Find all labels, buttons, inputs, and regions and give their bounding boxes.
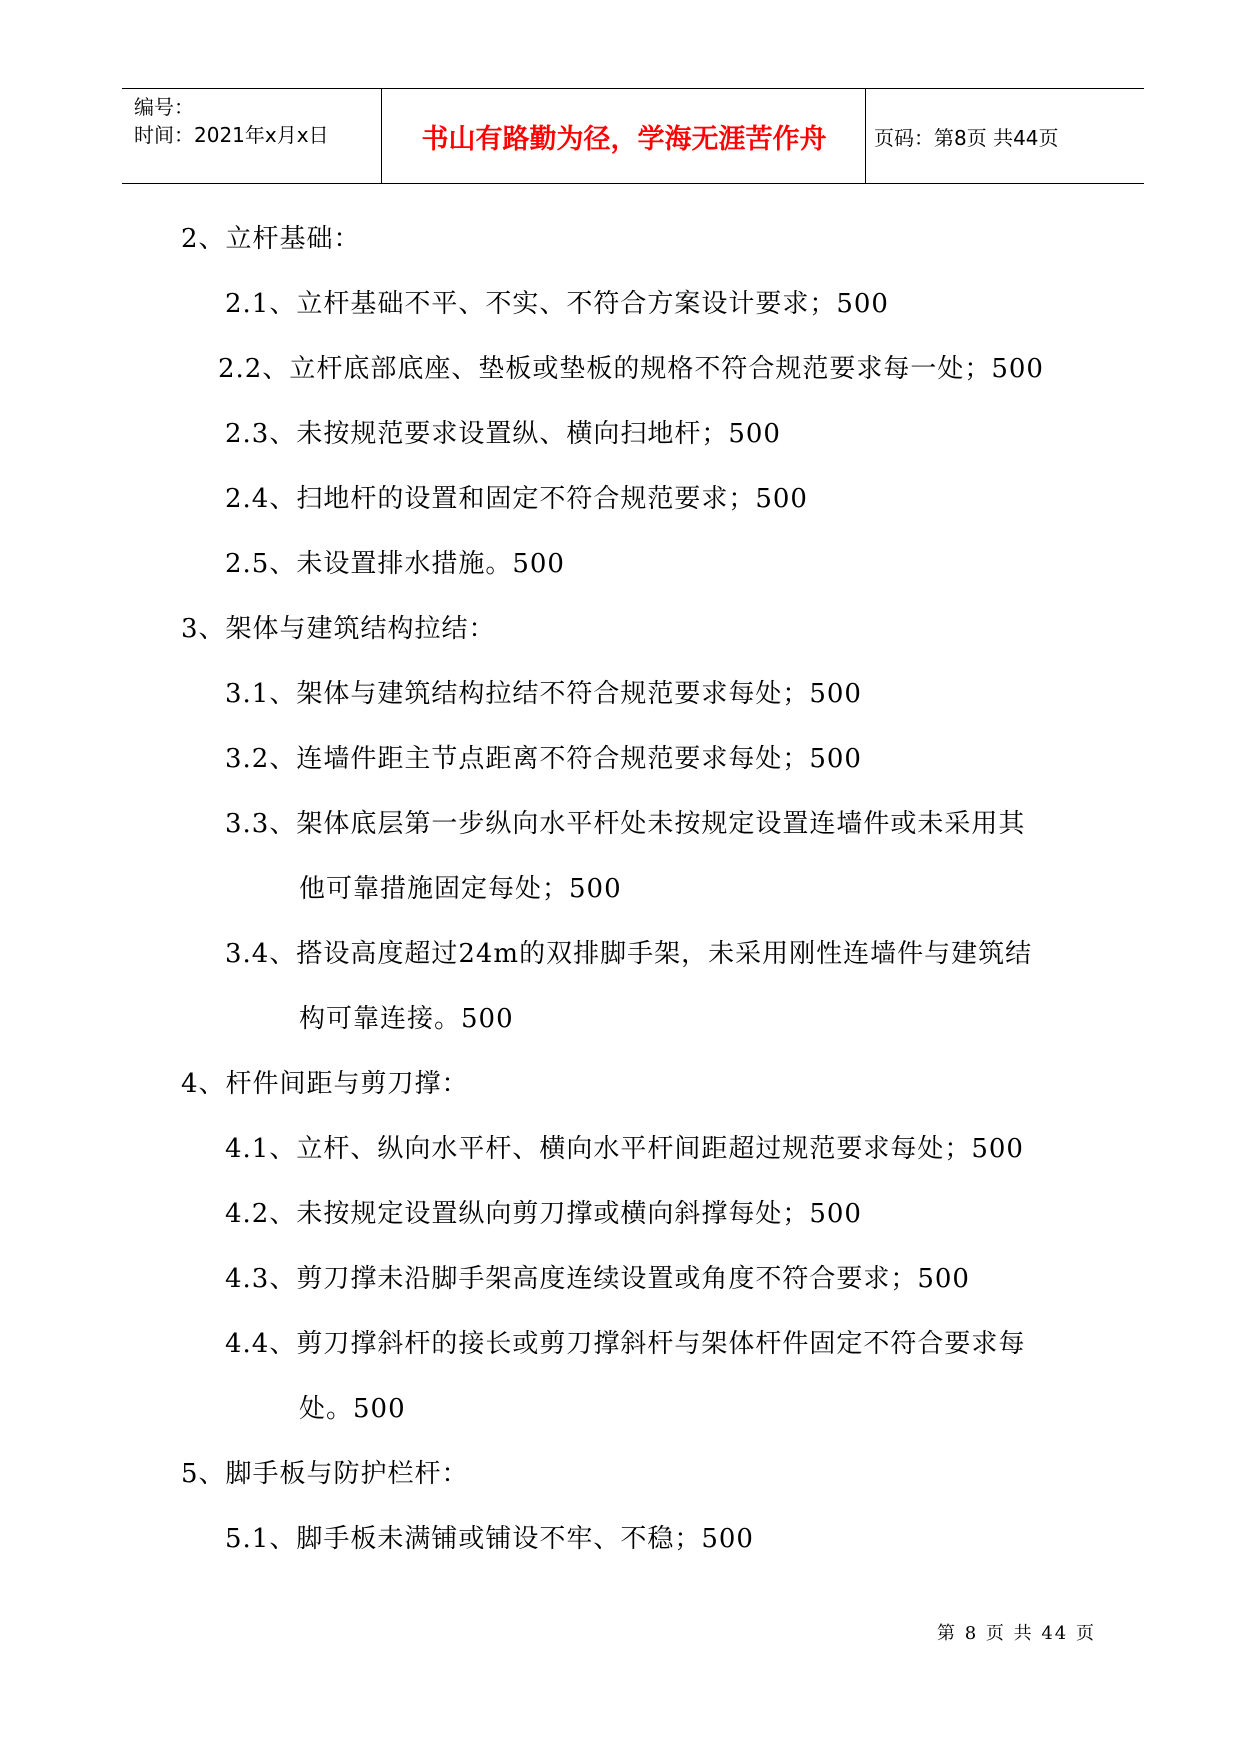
list-item: 2.1、立杆基础不平、不实、不符合方案设计要求；500 <box>225 289 889 319</box>
section-heading: 3、架体与建筑结构拉结： <box>181 614 496 644</box>
section-heading: 4、杆件间距与剪刀撑： <box>181 1069 469 1099</box>
list-item: 2.2、立杆底部底座、垫板或垫板的规格不符合规范要求每一处；500 <box>218 354 1044 384</box>
list-item: 2.3、未按规范要求设置纵、横向扫地杆；500 <box>225 419 781 449</box>
header-divider <box>381 89 382 183</box>
list-item-continuation: 他可靠措施固定每处；500 <box>299 874 622 904</box>
list-item: 3.2、连墙件距主节点距离不符合规范要求每处；500 <box>225 744 862 774</box>
list-item: 5.1、脚手板未满铺或铺设不牢、不稳；500 <box>225 1524 754 1554</box>
list-item: 3.3、架体底层第一步纵向水平杆处未按规定设置连墙件或未采用其 <box>225 809 1026 839</box>
list-item: 3.4、搭设高度超过24m的双排脚手架，未采用刚性连墙件与建筑结 <box>225 939 1033 969</box>
section-heading: 5、脚手板与防护栏杆： <box>181 1459 469 1489</box>
header-divider <box>865 89 866 183</box>
page-header <box>122 88 1144 184</box>
list-item: 4.4、剪刀撑斜杆的接长或剪刀撑斜杆与架体杆件固定不符合要求每 <box>225 1329 1026 1359</box>
list-item: 3.1、架体与建筑结构拉结不符合规范要求每处；500 <box>225 679 862 709</box>
section-heading: 2、立杆基础： <box>181 224 361 254</box>
list-item: 2.5、未设置排水措施。500 <box>225 549 565 579</box>
header-motto: 书山有路勤为径，学海无涯苦作舟 <box>421 123 827 155</box>
time-label: 时间：2021年x月x日 <box>134 123 329 147</box>
list-item: 2.4、扫地杆的设置和固定不符合规范要求；500 <box>225 484 808 514</box>
header-meta <box>134 89 384 183</box>
list-item-continuation: 构可靠连接。500 <box>299 1004 514 1034</box>
header-page-label: 页码：第8页 共44页 <box>874 125 1059 150</box>
list-item: 4.3、剪刀撑未沿脚手架高度连续设置或角度不符合要求；500 <box>225 1264 970 1294</box>
page-footer: 第 8 页 共 44 页 <box>937 1623 1096 1644</box>
serial-label: 编号： <box>134 95 194 119</box>
list-item: 4.2、未按规定设置纵向剪刀撑或横向斜撑每处；500 <box>225 1199 862 1229</box>
list-item-continuation: 处。500 <box>299 1394 406 1424</box>
list-item: 4.1、立杆、纵向水平杆、横向水平杆间距超过规范要求每处；500 <box>225 1134 1024 1164</box>
